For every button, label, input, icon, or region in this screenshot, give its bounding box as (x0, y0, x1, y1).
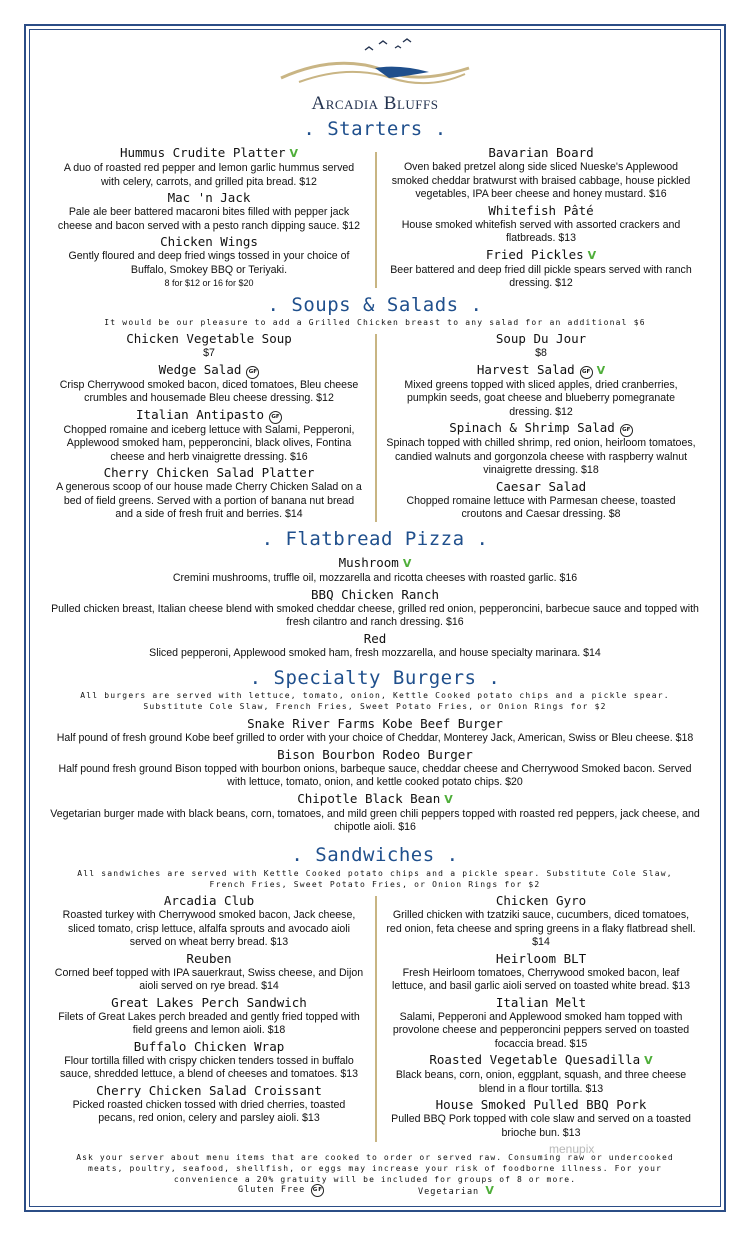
menu-item-name (48, 746, 702, 763)
menu-item-description: Half pound fresh ground Bison topped with bourbon onions, barbeque sauce, cheddar cheese and Cherrywood Smoked bacon. Served with lettuce, tomato, onion, and kettle cooked potato chips. $20 (58, 762, 692, 788)
gluten-free-icon: GF (269, 411, 282, 424)
menu-item-title: Chicken Wings (160, 234, 258, 249)
sandwiches-right (386, 892, 696, 1140)
menu-item-name (54, 950, 364, 967)
menu-item-description: Picked roasted chicken tossed with dried cherries, toasted pecans, red onion, celery and parsley aioli. $13 (72, 1098, 346, 1124)
menu-item (48, 586, 702, 630)
menu-item-name (48, 554, 702, 572)
menu-item-title: House Smoked Pulled BBQ Pork (435, 1097, 647, 1112)
menu-item (48, 746, 702, 790)
menu-item-name (386, 1051, 696, 1069)
menu-item-name (54, 189, 364, 206)
menu-item-title: Soup Du Jour (495, 331, 587, 346)
menu-item (54, 892, 364, 950)
menu-item-description: Corned beef topped with IPA sauerkraut, Swiss cheese, and Dijon aioli served on rye bread. $14 (54, 966, 364, 992)
menu-item-name (54, 361, 364, 379)
menu-item-title: Chicken Gyro (495, 893, 587, 908)
menu-item (54, 994, 364, 1038)
menu-item-title: Heirloom BLT (495, 950, 587, 966)
vegetarian-icon: V (596, 363, 606, 377)
soups-right (386, 330, 696, 522)
menu-item-name (48, 715, 702, 732)
menu-item-title: Snake River Farms Kobe Beef Burger (247, 716, 503, 731)
menu-item-description: Crisp Cherrywood smoked bacon, diced tomatoes, Bleu cheese crumbles and housemade Bleu cheese dressing. $12 (59, 378, 359, 404)
menu-item-name (386, 330, 696, 347)
menu-item-description: Half pound of fresh ground Kobe beef grilled to order with your choice of Cheddar, Monterey Jack, American, Swiss or Bleu cheese. $18 (56, 732, 694, 744)
soups-title: . Soups & Salads . (267, 294, 483, 316)
menu-item-title: Wedge Salad (158, 361, 242, 377)
flatbread-title: . Flatbread Pizza . (261, 528, 489, 550)
menu-item-description: $7 (203, 347, 215, 359)
menu-item-description: Chopped romaine lettuce with Parmesan cheese, toasted croutons and Caesar dressing. $8 (406, 494, 676, 520)
footer-disclaimer: Ask your server about menu items that are cooked to order or served raw. Consuming raw or undercooked meats, poultry, seafood, shellfish, or eggs may increase your risk of foodborne illness. For your convenience a 20% gratuity will be included for groups of 8 or more. (76, 1153, 674, 1184)
sandwiches-title: . Sandwiches . (291, 844, 459, 866)
arcadia-bluffs-logo-icon (279, 38, 471, 92)
gluten-free-icon: GF (246, 366, 259, 379)
menu-item-title: BBQ Chicken Ranch (311, 586, 439, 602)
starters-right (386, 144, 696, 291)
legend-gf-label: Gluten Free (238, 1185, 306, 1195)
menu-item-name (54, 994, 364, 1011)
menu-item-name (54, 233, 364, 250)
menu-item (386, 246, 696, 291)
menu-item-description: Roasted turkey with Cherrywood smoked bacon, Jack cheese, sliced tomato, crisp lettuce, alfalfa sprouts and avocado aioli served on wheat berry bread. $13 (62, 909, 356, 948)
soups-left (54, 330, 364, 522)
menu-item-title: Hummus Crudite Platter (119, 145, 286, 160)
vegetarian-icon: V (444, 792, 453, 806)
menu-item (386, 419, 696, 478)
menu-item (48, 790, 702, 835)
menu-item-name (386, 892, 696, 909)
menu-item-title: Roasted Vegetable Quesadilla (429, 1052, 641, 1067)
menu-item-description: Pulled chicken breast, Italian cheese blend with smoked cheddar cheese, grilled red onion, pepperoncini, barbecue sauce and topped with fresh cilantro and ranch dressing. $16 (51, 602, 699, 628)
menu-item-description: Sliced pepperoni, Applewood smoked ham, fresh mozzarella, and house specialty marinara. $14 (149, 646, 601, 659)
menu-item (54, 189, 364, 233)
menu-item-name (54, 1038, 364, 1055)
menu-item-description: Oven baked pretzel along side sliced Nueske's Applewood smoked cheddar bratwurst with braised cabbage, house pickled vegetables, IPA beer cheese and honey mustard. $16 (391, 161, 691, 200)
menu-item-description: Filets of Great Lakes perch breaded and gently fried topped with field greens and lemon aioli. $18 (58, 1010, 360, 1036)
menu-item-description: Vegetarian burger made with black beans, corn, tomatoes, and mild green chili peppers topped with roasted red peppers, jack cheese, and chipotle aioli. $16 (50, 807, 700, 833)
vegetarian-icon: V (289, 147, 299, 160)
menu-item-description: Pale ale beer battered macaroni bites filled with pepper jack cheese and bacon served with a pesto ranch dipping sauce. $12 (57, 206, 361, 232)
starters-left (54, 144, 364, 289)
legend-vegetarian (418, 1184, 495, 1197)
burgers-title: . Specialty Burgers . (249, 667, 501, 689)
menu-item-name (48, 586, 702, 603)
menu-item (386, 144, 696, 202)
menu-item-title: Buffalo Chicken Wrap (133, 1038, 285, 1054)
menu-item-title: Cherry Chicken Salad Platter (103, 465, 315, 480)
legend-veg-label: Vegetarian (418, 1187, 480, 1197)
menu-item-name (386, 202, 696, 219)
menu-item (386, 892, 696, 950)
menu-item-description: Grilled chicken with tzatziki sauce, cucumbers, diced tomatoes, red onion, feta cheese and spring greens in a flaky flatbread shell. $14 (386, 909, 696, 948)
menu-item-name (54, 406, 364, 424)
menu-item (54, 1082, 364, 1126)
menu-item-description: Black beans, corn, onion, eggplant, squash, and three cheese blend in a flour tortilla. $13 (395, 1069, 687, 1095)
menu-item (48, 554, 702, 586)
menu-item-title: Whitefish Pâté (488, 202, 594, 218)
vegetarian-icon: V (402, 557, 412, 570)
menu-item-title: Chipotle Black Bean (297, 790, 441, 806)
menu-item-description: A generous scoop of our house made Cherry Chicken Salad on a bed of field greens. Served with a portion of banana nut bread and a side of fresh fruit and berries. $14 (56, 481, 362, 520)
menu-item (54, 1038, 364, 1082)
menu-item-title: Mac 'n Jack (167, 190, 251, 205)
menu-item-description: Chopped romaine and iceberg lettuce with Salami, Pepperoni, Applewood smoked ham, pepperoncini, black olives, Fontina cheese and herb vinaigrette dressing. $16 (63, 423, 355, 463)
menu-item-description: Flour tortilla filled with crispy chicken tenders tossed in buffalo sauce, shredded lettuce, a blend of cheeses and tomatoes. $13 (59, 1054, 358, 1080)
menu-item-name (54, 892, 364, 909)
menu-item-name (386, 246, 696, 264)
soups-divider (375, 334, 377, 522)
menu-item-title: Chicken Vegetable Soup (126, 331, 292, 346)
legend-gluten-free (238, 1184, 324, 1197)
menu-item-title: Bavarian Board (488, 145, 594, 160)
menu-item-name (54, 1082, 364, 1099)
menu-item-title: Arcadia Club (163, 893, 255, 908)
menu-item-name (386, 950, 696, 967)
sandwiches-left (54, 892, 364, 1126)
menu-item (386, 202, 696, 246)
menu-item (386, 330, 696, 361)
menu-item (54, 233, 364, 289)
menu-item (54, 950, 364, 994)
menu-item-title: Cherry Chicken Salad Croissant (96, 1082, 322, 1098)
menu-item-name (48, 630, 702, 647)
menu-item (386, 1096, 696, 1140)
starters-divider (375, 152, 377, 288)
menu-item-title: Reuben (186, 950, 232, 966)
menu-item-name (54, 330, 364, 347)
menu-item (48, 630, 702, 661)
menu-page (34, 34, 716, 1202)
menu-item-title: Great Lakes Perch Sandwich (111, 994, 307, 1010)
menu-item (54, 406, 364, 465)
vegetarian-icon: V (644, 1054, 653, 1067)
menu-item-name (386, 419, 696, 437)
gluten-free-icon: GF (311, 1184, 324, 1197)
menu-item-title: Bison Bourbon Rodeo Burger (277, 746, 473, 762)
flatbread-items (48, 554, 702, 660)
menu-item-name (386, 994, 696, 1011)
brand-name: Arcadia Bluffs (311, 93, 439, 114)
menu-item (54, 144, 364, 189)
menu-item-name (386, 478, 696, 495)
menu-item-description: $8 (535, 347, 547, 359)
menu-item (48, 715, 702, 746)
menu-item-title: Harvest Salad (476, 361, 575, 377)
menu-item (386, 994, 696, 1052)
menu-item-description: Spinach topped with chilled shrimp, red onion, heirloom tomatoes, candied walnuts and gorgonzola cheese with raspberry walnut vinaigrette dressing. $18 (386, 437, 696, 476)
menu-item-title: Red (363, 630, 387, 646)
watermark: menupix (549, 1142, 595, 1156)
menu-item-name (48, 790, 702, 808)
menu-item-name (386, 361, 696, 379)
menu-item-description: Salami, Pepperoni and Applewood smoked ham topped with provolone cheese and pepperoncini peppers served on toasted focaccia bread. $15 (392, 1010, 690, 1050)
burgers-subtitle: All burgers are served with lettuce, tomato, onion, Kettle Cooked potato chips and a pickle spear. Substitute Cole Slaw, French Fries, Sweet Potato Fries, or Onion Rings for $2 (80, 691, 670, 711)
menu-item-description: A duo of roasted red pepper and lemon garlic hummus served with celery, carrots, and grilled pita bread. $12 (63, 162, 355, 188)
gluten-free-icon: GF (580, 366, 593, 379)
menu-item-description: House smoked whitefish served with assorted crackers and flatbreads. $13 (401, 218, 681, 244)
menu-item-name (54, 464, 364, 481)
menu-item (386, 1051, 696, 1096)
vegetarian-icon: V (587, 248, 597, 262)
menu-item (386, 478, 696, 522)
menu-item (386, 950, 696, 994)
sandwiches-divider (375, 896, 377, 1142)
menu-item-title: Italian Antipasto (136, 406, 264, 422)
menu-item (54, 330, 364, 361)
starters-title: . Starters . (303, 118, 447, 140)
menu-item-title: Spinach & Shrimp Salad (449, 420, 615, 435)
soups-subtitle: It would be our pleasure to add a Grilled Chicken breast to any salad for an additional $6 (104, 318, 646, 327)
burgers-items (48, 715, 702, 835)
menu-item-name (386, 1096, 696, 1113)
menu-item-description: Beer battered and deep fried dill pickle spears served with ranch dressing. $12 (390, 263, 692, 289)
sandwiches-subtitle: All sandwiches are served with Kettle Cooked potato chips and a pickle spear. Substitute Cole Slaw, French Fries, Sweet Potato Fries, or Onion Rings for $2 (77, 869, 673, 889)
menu-item-description: Gently floured and deep fried wings tossed in your choice of Buffalo, Smokey BBQ or Teriyaki. (68, 250, 350, 276)
menu-item-title: Caesar Salad (495, 478, 587, 494)
menu-item (54, 361, 364, 406)
menu-item-name (54, 144, 364, 162)
gluten-free-icon: GF (620, 424, 633, 437)
menu-item (54, 464, 364, 522)
menu-item-title: Italian Melt (495, 994, 587, 1010)
menu-item-note: 8 for $12 or 16 for $20 (164, 278, 254, 288)
vegetarian-icon: V (485, 1184, 495, 1197)
menu-item-description: Mixed greens topped with sliced apples, dried cranberries, pumpkin seeds, goat cheese and blueberry pomegranate dressing. $12 (404, 378, 678, 418)
menu-item (386, 361, 696, 420)
menu-item-title: Mushroom (338, 555, 399, 570)
logo (34, 38, 716, 118)
menu-item-description: Fresh Heirloom tomatoes, Cherrywood smoked bacon, leaf lettuce, and basil garlic aioli served on toasted white bread. $13 (392, 966, 690, 992)
menu-item-description: Pulled BBQ Pork topped with cole slaw and served on a toasted brioche bun. $13 (391, 1113, 691, 1139)
menu-item-description: Cremini mushrooms, truffle oil, mozzarella and ricotta cheeses with roasted garlic. $16 (172, 572, 578, 584)
menu-item-name (386, 144, 696, 161)
menu-item-title: Fried Pickles (485, 246, 584, 262)
